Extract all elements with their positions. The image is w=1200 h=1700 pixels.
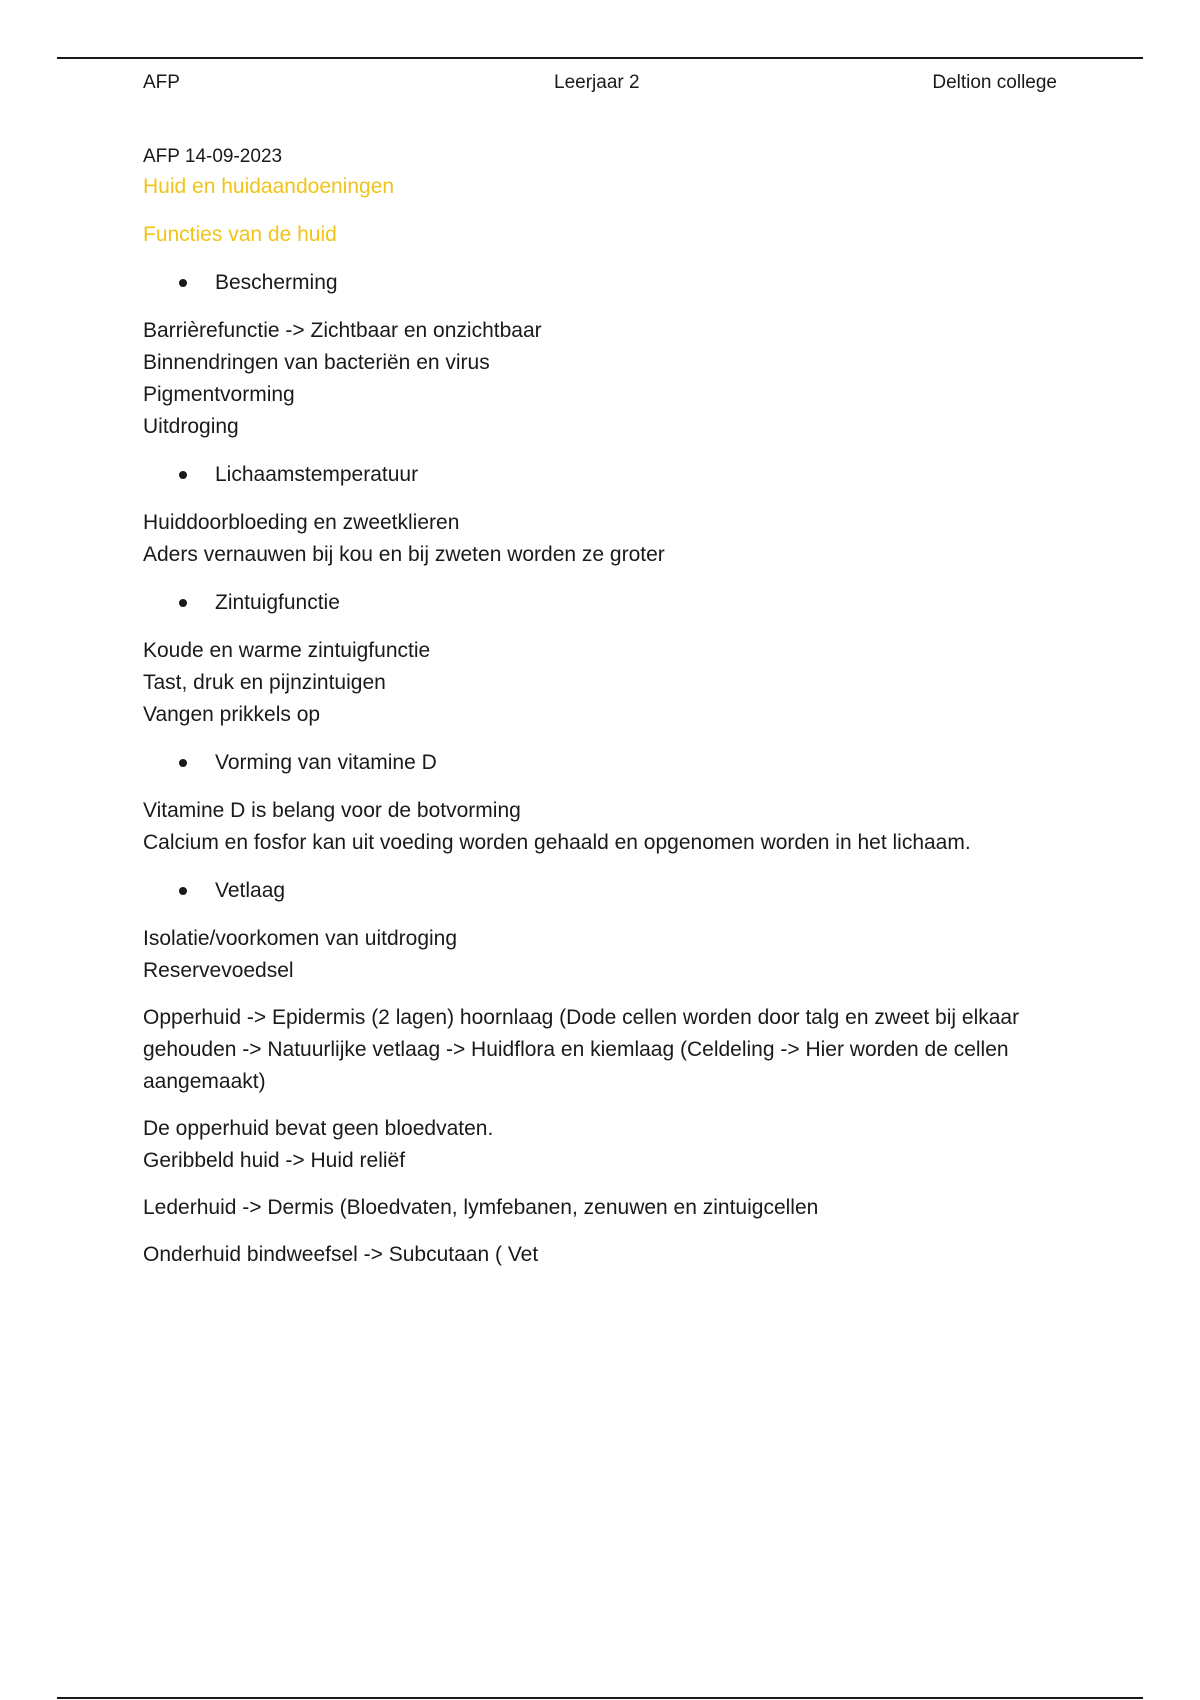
text-line: Reservevoedsel	[143, 959, 294, 982]
bullet-item	[143, 267, 1073, 299]
bullet-text: Lichaamstemperatuur	[215, 463, 419, 486]
text-line: Koude en warme zintuigfunctie	[143, 639, 431, 662]
header-left: AFP	[143, 72, 180, 93]
text-line: Aders vernauwen bij kou en bij zweten worden ze groter	[143, 543, 665, 566]
bullet-dot-icon	[179, 759, 187, 767]
text-line: Tast, druk en pijnzintuigen	[143, 671, 386, 694]
vitamine-group	[143, 795, 1073, 859]
text-line: Barrièrefunctie -> Zichtbaar en onzichtbaar	[143, 319, 542, 342]
bullet-dot-icon	[179, 471, 187, 479]
vetlaag-group	[143, 923, 1073, 987]
bullet-text: Zintuigfunctie	[215, 591, 340, 614]
bullet-item	[143, 747, 1073, 779]
text-line: Vangen prikkels op	[143, 703, 321, 726]
bullet-dot-icon	[179, 599, 187, 607]
bullet-item	[143, 875, 1073, 907]
text-line: De opperhuid bevat geen bloedvaten.	[143, 1117, 494, 1140]
bullet-text: Bescherming	[215, 271, 338, 294]
document-body	[143, 145, 1073, 1271]
bullet-item	[143, 587, 1073, 619]
text-line: Calcium en fosfor kan uit voeding worden gehaald en opgenomen worden in het lichaam.	[143, 831, 971, 854]
header-rule	[57, 57, 1143, 59]
text-line: Uitdroging	[143, 415, 239, 438]
bullet-item	[143, 459, 1073, 491]
header-center: Leerjaar 2	[554, 72, 640, 93]
opperhuid-paragraph: Opperhuid -> Epidermis (2 lagen) hoornlaag (Dode cellen worden door talg en zweet bij elkaar gehouden -> Natuurlijke vetlaag -> Huidflora en kiemlaag (Celdeling -> Hier worden de cellen aangemaakt)	[143, 1006, 1020, 1093]
text-line: Pigmentvorming	[143, 383, 295, 406]
lederhuid-line: Lederhuid -> Dermis (Bloedvaten, lymfebanen, zenuwen en zintuigcellen	[143, 1196, 819, 1219]
bloedvaten-group	[143, 1113, 1073, 1177]
onderhuid-line: Onderhuid bindweefsel -> Subcutaan ( Vet	[143, 1243, 539, 1266]
document-title: Huid en huidaandoeningen	[143, 175, 395, 198]
bullet-text: Vorming van vitamine D	[215, 751, 437, 774]
bescherming-group	[143, 315, 1073, 443]
footer-rule	[57, 1697, 1143, 1699]
text-line: Binnendringen van bacteriën en virus	[143, 351, 490, 374]
text-line: Isolatie/voorkomen van uitdroging	[143, 927, 458, 950]
section-heading: Functies van de huid	[143, 223, 337, 246]
bullet-dot-icon	[179, 279, 187, 287]
zintuig-group	[143, 635, 1073, 731]
date-line: AFP 14-09-2023	[143, 146, 283, 167]
bullet-dot-icon	[179, 887, 187, 895]
page-header	[143, 72, 1057, 96]
text-line: Huiddoorbloeding en zweetklieren	[143, 511, 460, 534]
text-line: Vitamine D is belang voor de botvorming	[143, 799, 521, 822]
bullet-text: Vetlaag	[215, 879, 286, 902]
text-line: Geribbeld huid -> Huid reliëf	[143, 1149, 406, 1172]
temperatuur-group	[143, 507, 1073, 571]
header-right: Deltion college	[932, 72, 1057, 93]
